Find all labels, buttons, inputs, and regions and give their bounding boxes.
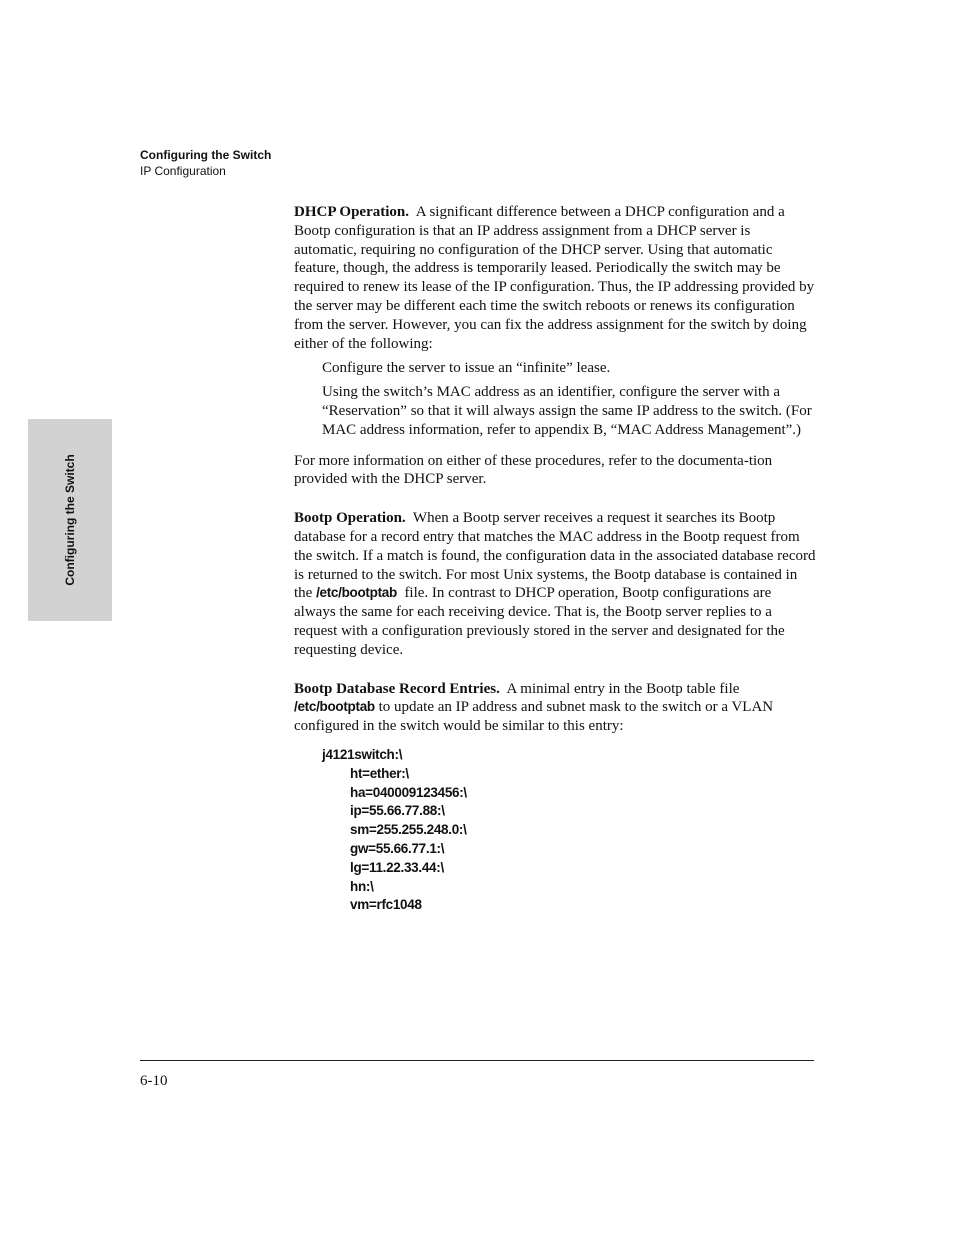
bootp-database-paragraph [294, 680, 816, 736]
dhcp-operation-heading: DHCP Operation. [294, 204, 409, 220]
footer-divider [140, 1060, 814, 1061]
code-line: lg=11.22.33.44:\ [350, 859, 444, 875]
page-number: 6-10 [140, 1073, 168, 1089]
bootp-operation-body-part1: When a Bootp server receives a request it searches its Bootp database for a record entry that matches the MAC address in the Bootp request from the switch. If a match is found, the configuration data in the associated database record is returned to the switch. For most Unix systems, the Bootp database is contained in the [294, 510, 816, 602]
bootp-operation-paragraph [294, 509, 816, 659]
bootp-database-body-part1: A minimal entry in the Bootp table file [506, 680, 740, 697]
bootptab-entry-example [322, 746, 816, 915]
code-line: hn:\ [350, 878, 374, 894]
code-line: vm=rfc1048 [350, 897, 422, 913]
side-tab-label: Configuring the Switch [63, 454, 77, 586]
code-line: ha=040009123456:\ [350, 784, 467, 800]
main-content [294, 203, 816, 915]
header-chapter-title: Configuring the Switch [140, 148, 272, 162]
list-item: Using the switch’s MAC address as an identifier, configure the server with a “Reservation” so that it will always assign the same IP address to the switch. (For MAC address information, refer to appendix B, “MAC Address Management”.) [322, 384, 812, 438]
code-line: j4121switch:\ [322, 746, 403, 762]
code-line: ht=ether:\ [350, 765, 409, 781]
code-line: gw=55.66.77.1:\ [350, 840, 445, 856]
code-line: sm=255.255.248.0:\ [350, 822, 467, 838]
bootp-database-body-part2: to update an IP address and subnet mask to the switch or a VLAN configured in the switch would be similar to this entry: [294, 699, 774, 735]
running-header [140, 147, 271, 179]
list-item: Configure the server to issue an “infinite” lease. [322, 360, 611, 377]
bootp-operation-body-part2: file. In contrast to DHCP operation, Bootp configurations are always the same for each receiving device. That is, the Bootp server replies to a request with a configuration previously stored in the server and designated for the requesting device. [294, 585, 785, 658]
header-section-title: IP Configuration [140, 164, 226, 178]
dhcp-operation-paragraph [294, 203, 816, 353]
dhcp-options-list [322, 359, 816, 439]
bootp-database-heading: Bootp Database Record Entries. [294, 680, 500, 697]
dhcp-operation-body: A significant difference between a DHCP configuration and a Bootp configuration is that an IP address assignment from a DHCP server is automatic, requiring no configuration of the DHCP server. Using that automatic feature, though, the address is temporarily leased. Periodically the switch may be required to renew its lease of the IP configuration. Thus, the IP addressing provided by the server may be different each time the switch reboots or renews its configuration from the server. However, you can fix the address assignment for the switch by doing either of the following: [294, 204, 815, 352]
chapter-side-tab [28, 419, 112, 621]
bootptab-filename: /etc/bootptab [294, 699, 375, 715]
bootp-operation-heading: Bootp Operation. [294, 510, 406, 527]
code-line: ip=55.66.77.88:\ [350, 803, 445, 819]
bootptab-filename: /etc/bootptab [316, 585, 397, 601]
dhcp-more-info-paragraph: For more information on either of these procedures, refer to the documenta-tion provided with the DHCP server. [294, 452, 773, 488]
